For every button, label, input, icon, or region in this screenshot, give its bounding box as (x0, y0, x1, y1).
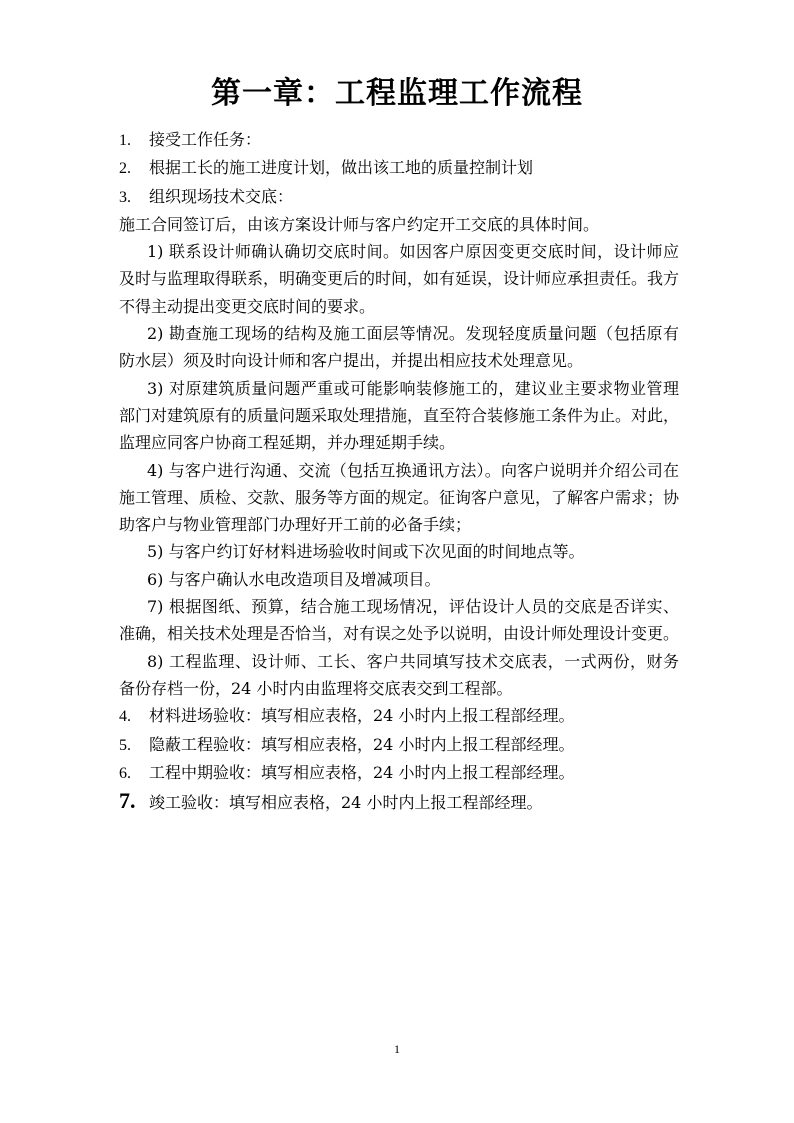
list-item (119, 154, 679, 182)
list-text: 组织现场技术交底： (149, 186, 294, 206)
list-number: 4. (119, 708, 131, 726)
list-number: 3. (119, 188, 131, 206)
list-text: 工程中期验收：填写相应表格，24 小时内上报工程部经理。 (149, 762, 575, 782)
list-number: 6. (119, 764, 131, 782)
list-text: 隐蔽工程验收：填写相应表格，24 小时内上报工程部经理。 (149, 734, 575, 754)
page-number: 1 (394, 1042, 400, 1056)
page-title: 第一章：工程监理工作流程 (211, 76, 583, 111)
sub-item: 3) 对原建筑质量问题严重或可能影响装修施工的，建议业主要求物业管理部门对建筑原有的质量问题采取处理措施，直至符合装修施工条件为止。对此，监理应同客户协商工程延期，并办理延期手续。 (119, 378, 680, 453)
sub-item: 7) 根据图纸、预算，结合施工现场情况，评估设计人员的交底是否详实、准确，相关技术处理是否恰当，对有误之处予以说明，由设计师处理设计变更。 (119, 597, 680, 644)
sub-item: 8) 工程监理、设计师、工长、客户共同填写技术交底表，一式两份，财务备份存档一份，24 小时内由监理将交底表交到工程部。 (119, 651, 679, 698)
intro-paragraph: 施工合同签订后，由该方案设计师与客户约定开工交底的具体时间。 (119, 214, 600, 234)
sub-item: 2) 勘查施工现场的结构及施工面层等情况。发现轻度质量问题（包括原有防水层）须及时向设计师和客户提出，并提出相应技术处理意见。 (119, 324, 679, 371)
list-text: 根据工长的施工进度计划，做出该工地的质量控制计划 (149, 158, 534, 178)
list-item (119, 759, 679, 787)
document-body (119, 126, 679, 816)
list-item (119, 731, 679, 759)
list-text: 接受工作任务： (149, 130, 262, 149)
sub-item: 1) 联系设计师确认确切交底时间。如因客户原因变更交底时间，设计师应及时与监理取得联系，明确变更后的时间，如有延误，设计师应承担责任。我方不得主动提出变更交底时间的要求。 (119, 242, 680, 316)
sub-item: 5) 与客户约订好材料进场验收时间或下次见面的时间地点等。 (147, 542, 585, 562)
list-text: 竣工验收：填写相应表格，24 小时内上报工程部经理。 (149, 793, 543, 813)
list-text: 材料进场验收：填写相应表格，24 小时内上报工程部经理。 (149, 706, 575, 726)
list-item (119, 126, 679, 154)
list-number: 5. (119, 736, 131, 754)
list-number: 2. (119, 160, 131, 178)
list-number: 7. (119, 788, 136, 814)
list-number: 1. (119, 132, 131, 149)
list-item (119, 702, 679, 730)
list-item (119, 787, 679, 816)
sub-item: 6) 与客户确认水电改造项目及增减项目。 (147, 569, 441, 589)
list-item (119, 183, 679, 211)
sub-item: 4) 与客户进行沟通、交流（包括互换通讯方法）。向客户说明并介绍公司在施工管理、质检、交款、服务等方面的规定。征询客户意见，了解客户需求；协助客户与物业管理部门办理好开工前的必备手续； (119, 460, 680, 535)
